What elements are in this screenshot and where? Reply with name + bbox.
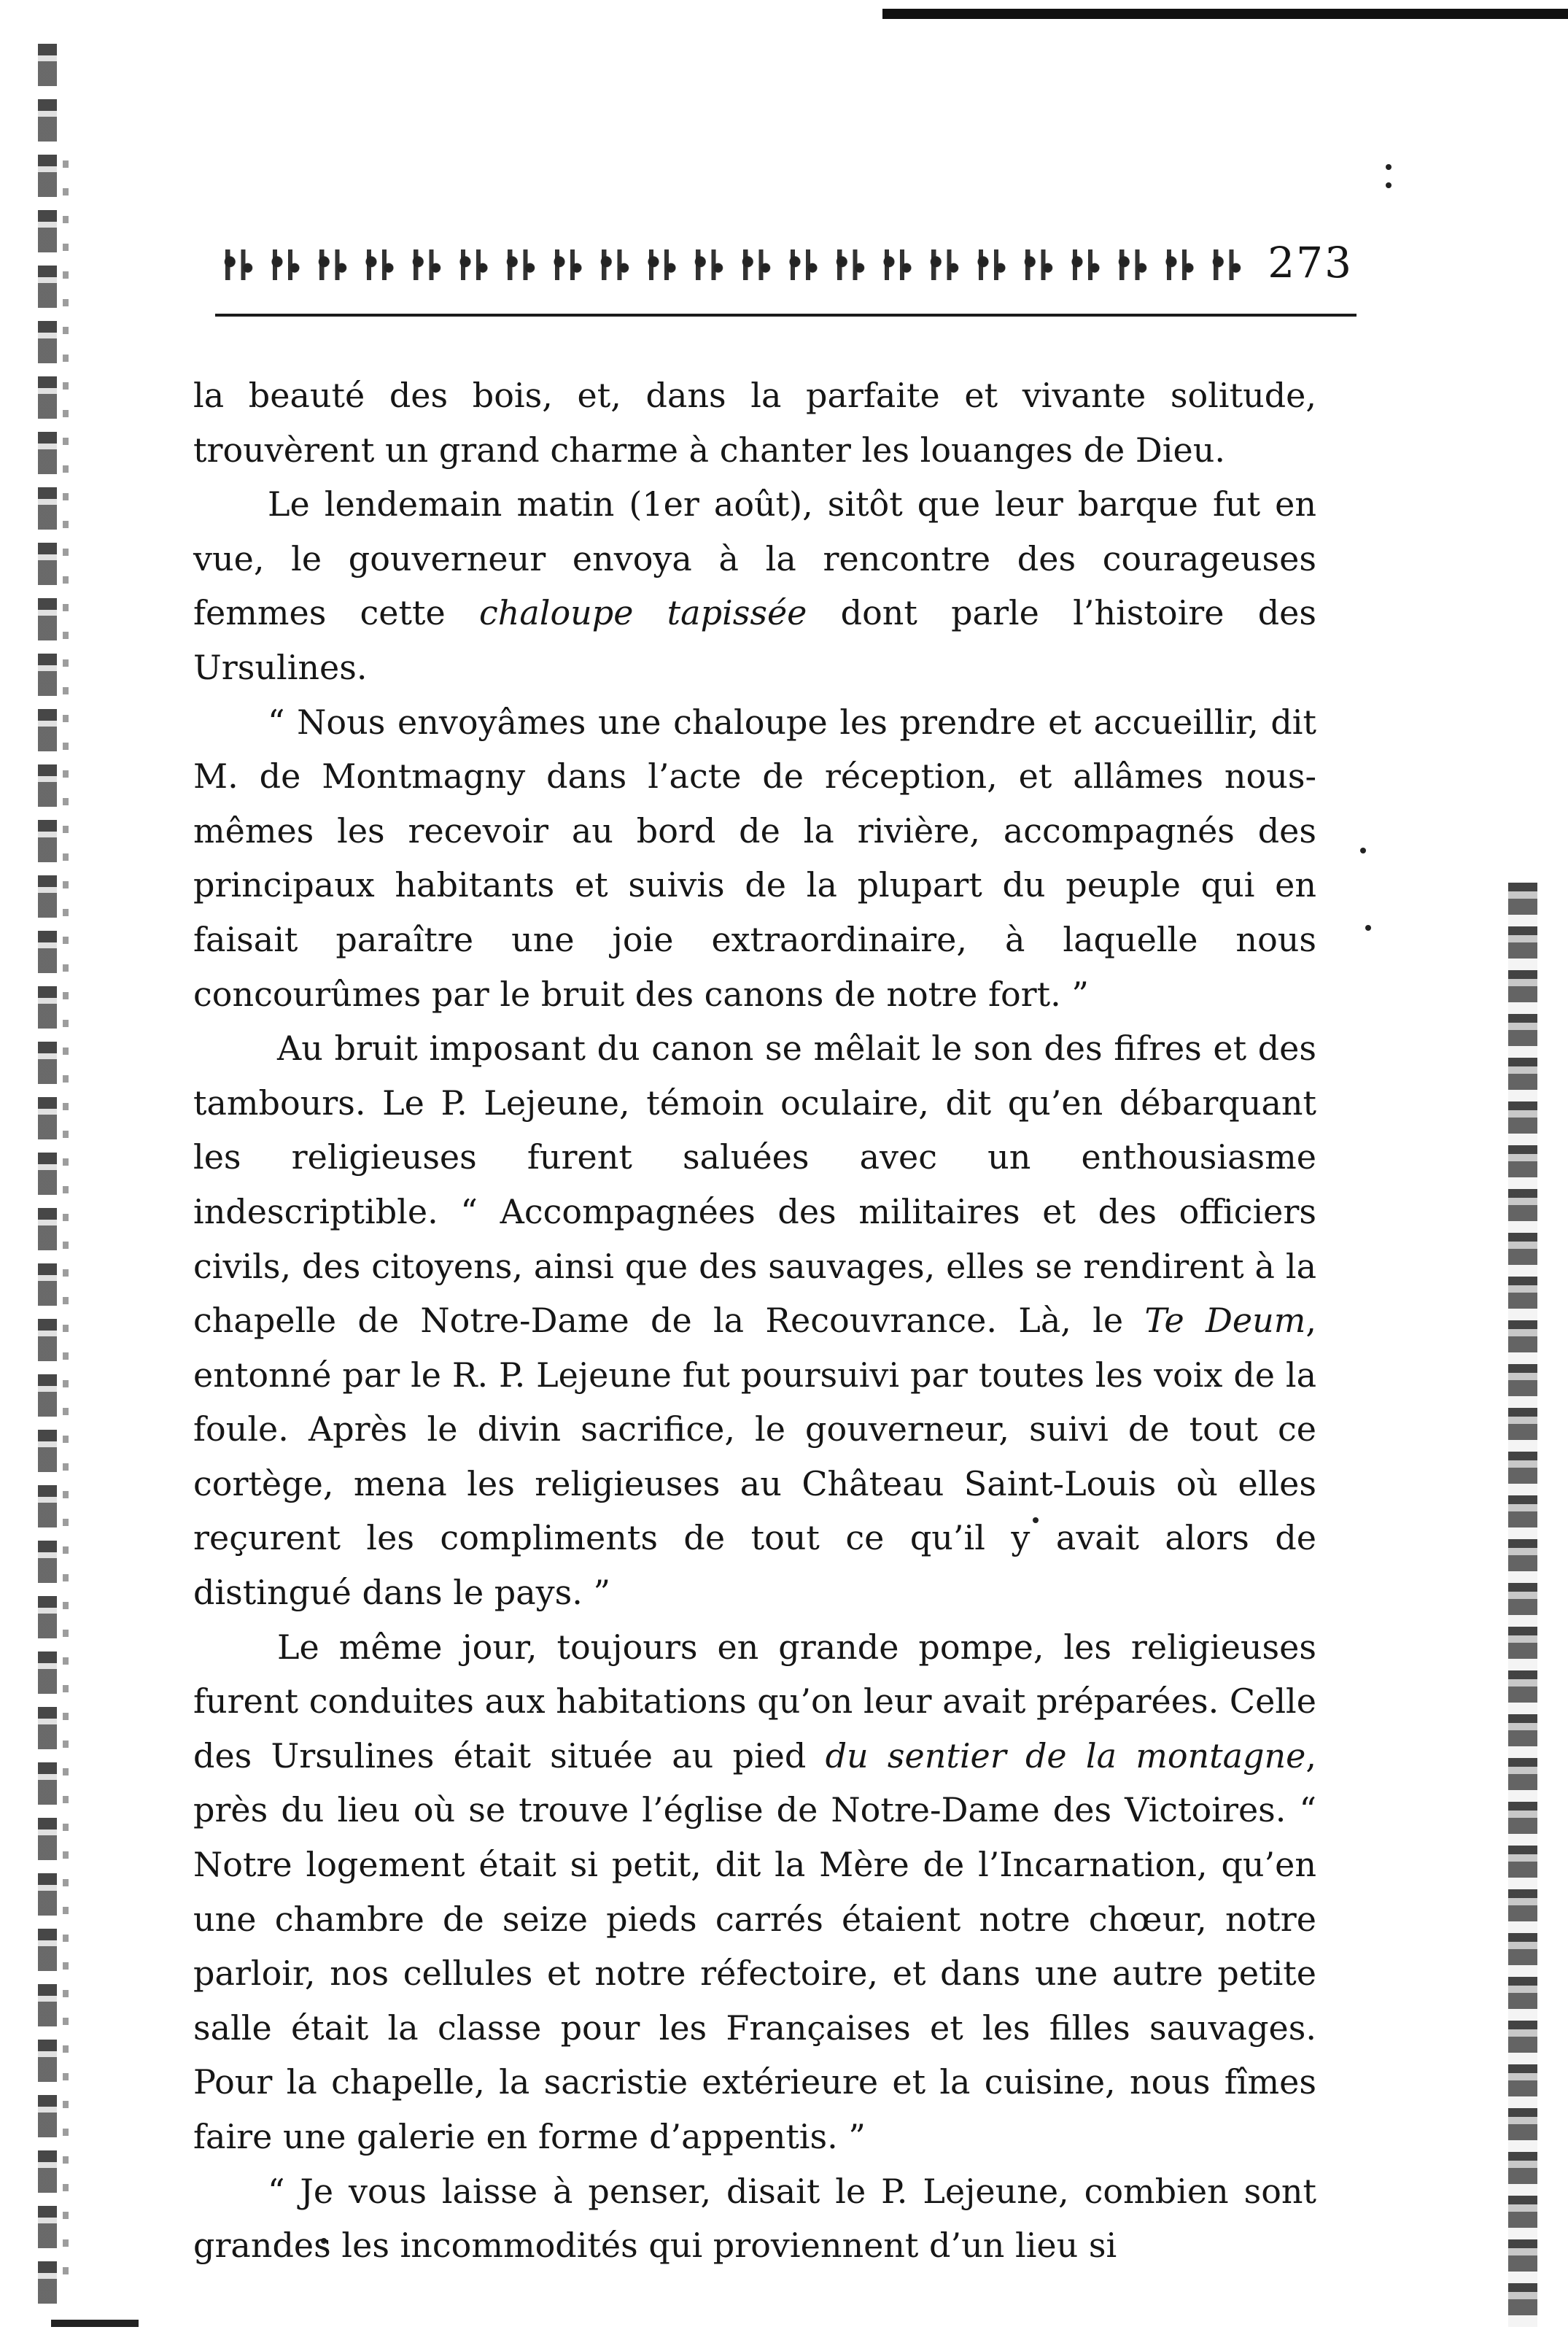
page-number: 273 [1268,238,1353,287]
running-head [215,232,1353,298]
scan-edge-left-inner [63,160,69,2276]
text-run: dont parle l’histoire des Ursulines. [193,593,1316,687]
italic-text: du sentier de la montagne [825,1735,1306,1776]
text-run: “ Je vous laisse à penser, disait le P. Lejeune, combien sont grandes les incommodités qui proviennent d’un lieu si [193,2171,1316,2266]
stray-mark [1360,848,1366,853]
text-run: Le lendemain matin (1er août), sitôt que leur barque fut en vue, le gouverneur envoya à la rencontre des courageuses femmes cette [193,484,1316,633]
italic-text: Te Deum [1144,1301,1306,1341]
paragraph [193,477,1316,694]
stray-mark [1365,925,1371,931]
stray-mark [1386,182,1392,188]
paragraph [193,1620,1316,2164]
italic-text: chaloupe tapissée [478,593,807,633]
paragraph [193,2164,1316,2273]
body-text [193,368,1316,2273]
scan-edge-bottom [51,2320,139,2327]
decorative-title-ornament [215,239,1251,290]
text-run: , entonné par le R. P. Lejeune fut poursuivi par toutes les voix de la foule. Après le divin sacrifice, le gouverneur, suivi de tout ce cortège, mena les religieuses au Château Saint-Louis où elles reçurent les compliments de tout ce qu’il y avait alors de distingué dans le pays. ” [193,1301,1316,1613]
scan-edge-right [1508,883,1537,2327]
text-run: , près du lieu où se trouve l’église de Notre-Dame des Victoires. “ Notre logement était si petit, dit la Mère de l’Incarnation, qu’en une chambre de seize pieds carrés étaient notre chœur, notre parloir, nos cellules et notre réfectoire, et dans une autre petite salle était la classe pour les Françaises et les filles sauvages. Pour la chapelle, la sacristie extérieure et la cuisine, nous fîmes faire une galerie en forme d’appentis. ” [193,1735,1316,2156]
scan-edge-top [882,9,1568,19]
paragraph [193,368,1316,477]
header-rule [215,314,1357,317]
text-run: “ Nous envoyâmes une chaloupe les prendre et accueillir, dit M. de Montmagny dans l’acte de réception, et allâmes nous-mêmes les recevoir au bord de la rivière, accompagnés des principaux habitants et suivis de la plupart du peuple qui en faisait paraître une joie extraordinaire, à laquelle nous concourûmes par le bruit des canons de notre fort. ” [193,702,1316,1014]
text-run: Au bruit imposant du canon se mêlait le son des fifres et des tambours. Le P. Lejeune, témoin oculaire, dit qu’en débarquant les religieuses furent saluées avec un enthousiasme indescriptible. “ Accompagnées des militaires et des officiers civils, des citoyens, ainsi que des sauvages, elles se rendirent à la chapelle de Notre-Dame de la Recouvrance. Là, le [193,1029,1316,1341]
paragraph [193,695,1316,1022]
paragraph [193,1021,1316,1620]
text-run: la beauté des bois, et, dans la parfaite et vivante solitude, trouvèrent un grand charme à chanter les louanges de Dieu. [193,376,1316,470]
text-run: Le même jour, toujours en grande pompe, les religieuses furent conduites aux habitations qu’on leur avait préparées. Celle des Ursulines était située au pied [193,1627,1316,1776]
stray-mark [1386,164,1392,170]
scan-edge-left [38,44,57,2312]
